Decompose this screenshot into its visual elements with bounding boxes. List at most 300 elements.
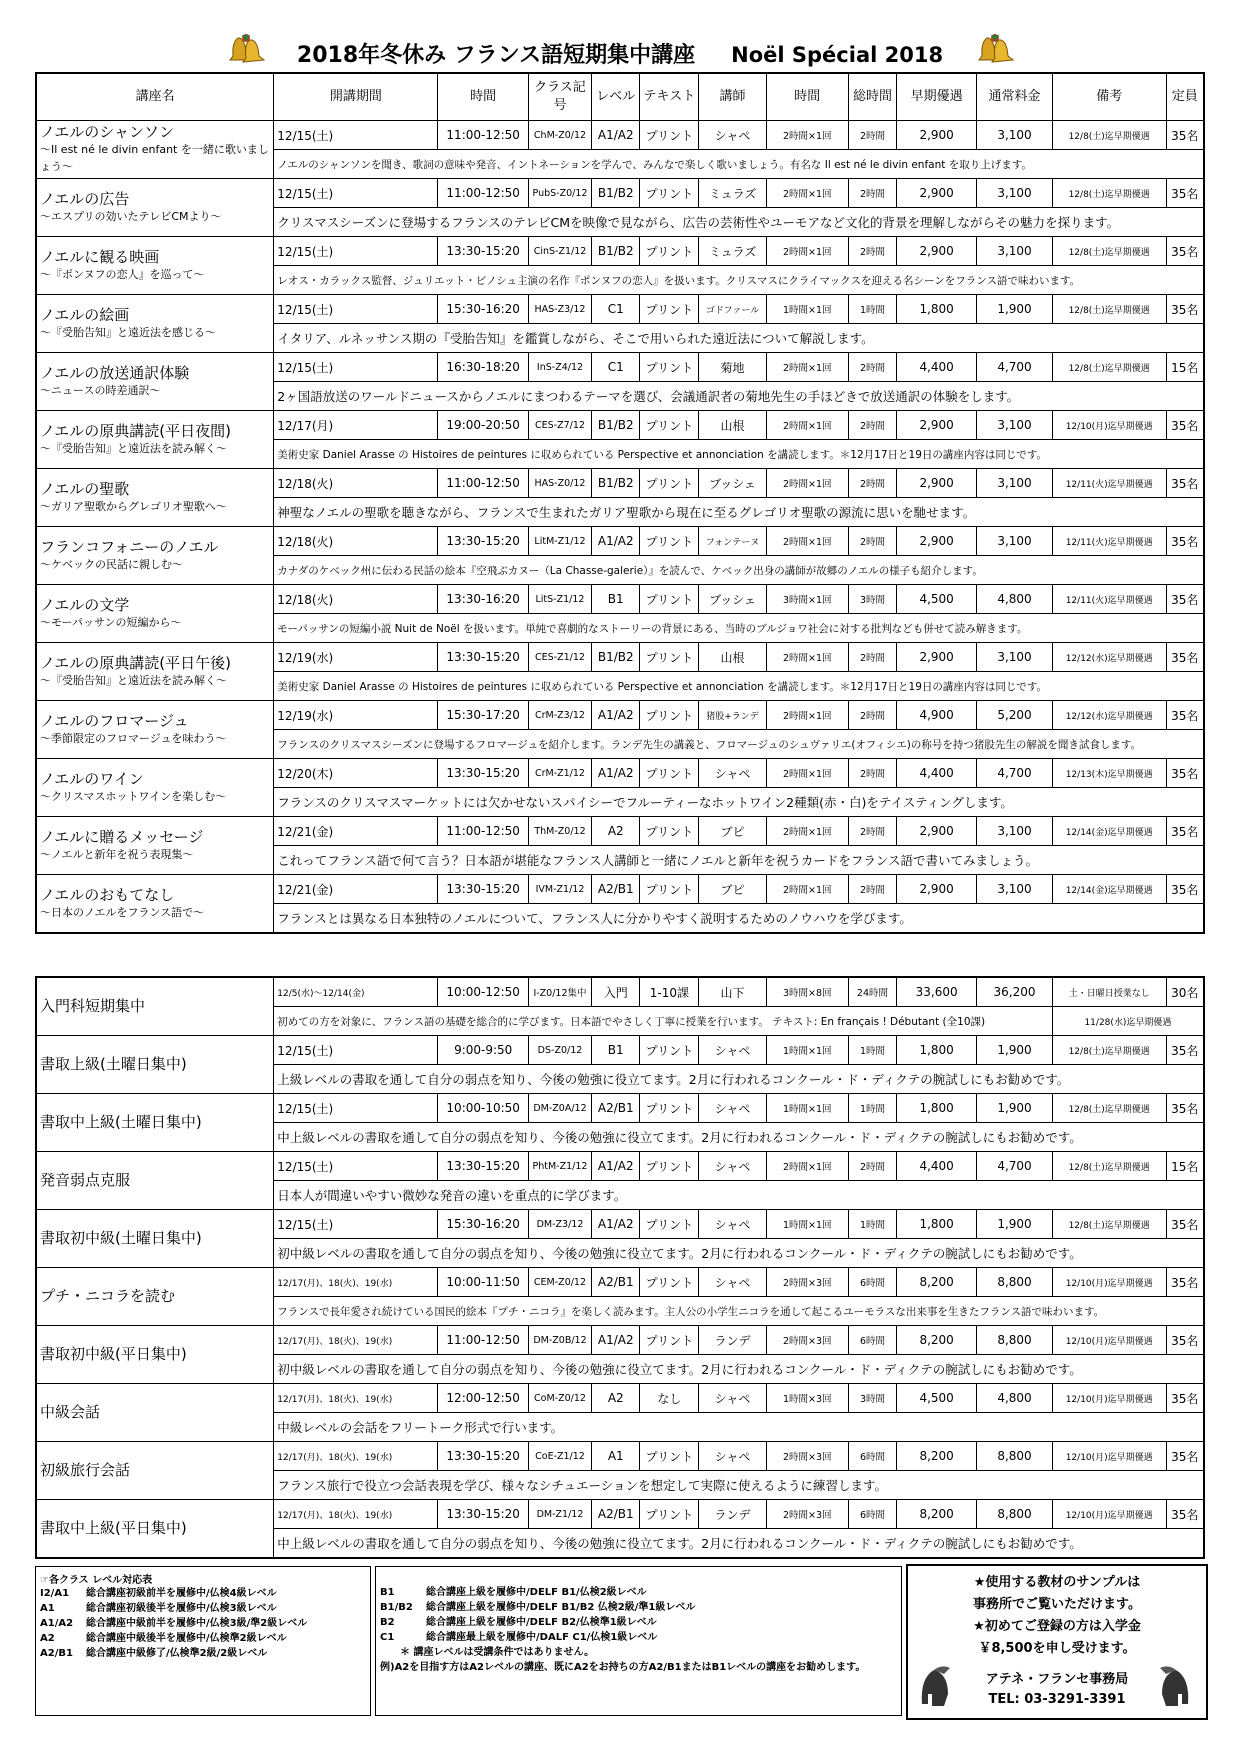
- course-date: 12/15(土): [274, 121, 438, 150]
- course-text: プリント: [640, 469, 699, 498]
- course-level: A2/B1: [592, 1268, 640, 1297]
- course-row: [36, 701, 1204, 730]
- course-row: [36, 1442, 1204, 1471]
- legend-description: 総合講座初級後半を履修中/仏検3級レベル: [86, 1603, 277, 1614]
- regular-price: 4,700: [977, 1152, 1053, 1181]
- class-code: HAS-Z0/12: [528, 469, 591, 498]
- course-description: ノエルのシャンソンを聞き、歌詞の意味や発音、イントネーションを学んで、みんなで楽しく歌いましょう。有名な Il est né le divin enfant を取り上げます。: [274, 150, 1204, 179]
- course-row: [36, 469, 1204, 498]
- course-name: ノエルの広告: [40, 189, 130, 208]
- course-description: 中上級レベルの書取を通して自分の弱点を知り、今後の勉強に役立てます。2月に行われるコンクール・ド・ディクテの腕試しにもお勧めです。: [274, 1529, 1204, 1559]
- course-hours: 2時間×1回: [766, 701, 848, 730]
- course-hours: 2時間×3回: [766, 1500, 848, 1529]
- course-name-cell: [36, 1326, 274, 1384]
- course-teacher: シャペ: [699, 1210, 766, 1239]
- legend-row: [40, 1631, 370, 1646]
- course-name: ノエルのワイン: [40, 769, 144, 788]
- course-text: プリント: [640, 643, 699, 672]
- early-price: 4,500: [897, 1384, 977, 1413]
- course-teacher: フォンテーヌ: [699, 527, 766, 556]
- course-total-hours: 2時間: [848, 1152, 896, 1181]
- course-level: A2: [592, 817, 640, 846]
- legend-description: 総合講座中級前半を履修中/仏検3級/準2級レベル: [86, 1618, 308, 1629]
- office-tel: TEL: 03-3291-3391: [988, 1692, 1126, 1707]
- early-deadline: 12/12(水)迄早期優遇: [1052, 701, 1166, 730]
- early-deadline: 12/10(月)迄早期優遇: [1052, 1442, 1166, 1471]
- course-level: 入門: [592, 977, 640, 1007]
- course-level: A2/B1: [592, 875, 640, 904]
- early-deadline: 11/28(水)迄早期優遇: [1052, 1007, 1204, 1036]
- course-level: B1: [592, 585, 640, 614]
- course-description: イタリア、ルネッサンス期の『受胎告知』を鑑賞しながら、そこで用いられた遠近法について解説します。: [274, 324, 1204, 353]
- legend-title: ☞各クラス レベル対応表: [40, 1575, 153, 1586]
- legend-row: [40, 1646, 370, 1661]
- class-code: IVM-Z1/12: [528, 875, 591, 904]
- course-name-cell: [36, 295, 274, 353]
- course-level: A1/A2: [592, 759, 640, 788]
- early-deadline: 12/10(月)迄早期優遇: [1052, 1326, 1166, 1355]
- course-level: B1/B2: [592, 179, 640, 208]
- course-subtitle: 〜モーパッサンの短編から〜: [40, 615, 182, 629]
- course-teacher: ゴドファール: [699, 295, 766, 324]
- class-code: HAS-Z3/12: [528, 295, 591, 324]
- course-hours: 2時間×3回: [766, 1442, 848, 1471]
- early-deadline: 12/10(月)迄早期優遇: [1052, 1384, 1166, 1413]
- course-hours: 1時間×1回: [766, 1094, 848, 1123]
- course-description: 中上級レベルの書取を通して自分の弱点を知り、今後の勉強に役立てます。2月に行われるコンクール・ド・ディクテの腕試しにもお勧めです。: [274, 1123, 1204, 1152]
- course-date: 12/15(土): [274, 1094, 438, 1123]
- course-text: プリント: [640, 237, 699, 266]
- course-name-cell: [36, 1210, 274, 1268]
- early-price: 8,200: [897, 1442, 977, 1471]
- course-row: [36, 1094, 1204, 1123]
- course-total-hours: 6時間: [848, 1326, 896, 1355]
- course-row: [36, 1152, 1204, 1181]
- course-teacher: シャペ: [699, 759, 766, 788]
- course-text: プリント: [640, 295, 699, 324]
- capacity: 15名: [1166, 1152, 1204, 1181]
- capacity: 35名: [1166, 237, 1204, 266]
- course-description: 中級レベルの会話をフリートーク形式で行います。: [274, 1413, 1204, 1442]
- regular-price: 1,900: [977, 1036, 1053, 1065]
- early-price: 2,900: [897, 121, 977, 150]
- course-hours: 1時間×1回: [766, 1036, 848, 1065]
- course-hours: 2時間×3回: [766, 1268, 848, 1297]
- course-description: 美術史家 Daniel Arasse の Histoires de peintures に収められている Perspective et annonciation を講読します。＊12月17日と19日の講座内容は同じです。: [274, 672, 1204, 701]
- course-hours: 2時間×1回: [766, 875, 848, 904]
- course-time: 19:00-20:50: [438, 411, 528, 440]
- legend-description: 総合講座上級を履修中/DELF B1/仏検2級レベル: [426, 1587, 647, 1598]
- course-teacher: 山根: [699, 411, 766, 440]
- course-level: A2/B1: [592, 1500, 640, 1529]
- regular-price: 5,200: [977, 701, 1053, 730]
- course-subtitle: 〜『受胎告知』と遠近法を読み解く〜: [40, 673, 227, 687]
- course-total-hours: 1時間: [848, 1036, 896, 1065]
- course-time: 13:30-15:20: [438, 237, 528, 266]
- course-teacher: ミュラズ: [699, 237, 766, 266]
- column-header: テキスト: [640, 73, 699, 121]
- course-text: プリント: [640, 585, 699, 614]
- capacity: 15名: [1166, 353, 1204, 382]
- legend-level: I2/A1: [40, 1588, 70, 1599]
- course-name-cell: [36, 1384, 274, 1442]
- course-hours: 2時間×1回: [766, 527, 848, 556]
- course-teacher: 猪股+ランデ: [699, 701, 766, 730]
- legend-description: 総合講座上級を履修中/DELF B1/B2 仏検2級/準1級レベル: [426, 1602, 696, 1613]
- course-name-cell: [36, 527, 274, 585]
- course-date: 12/18(火): [274, 527, 438, 556]
- course-name-cell: [36, 1268, 274, 1326]
- regular-price: 1,900: [977, 1094, 1053, 1123]
- class-code: InS-Z4/12: [528, 353, 591, 382]
- legend-row: [380, 1600, 901, 1615]
- course-text: プリント: [640, 179, 699, 208]
- course-name: 書取中上級(土曜日集中): [40, 1113, 202, 1131]
- course-time: 13:30-15:20: [438, 527, 528, 556]
- course-hours: 1時間×3回: [766, 1384, 848, 1413]
- capacity: 35名: [1166, 527, 1204, 556]
- course-total-hours: 2時間: [848, 469, 896, 498]
- course-text: プリント: [640, 701, 699, 730]
- course-total-hours: 3時間: [848, 585, 896, 614]
- capacity: 30名: [1166, 977, 1204, 1007]
- level-legend-right: [375, 1566, 902, 1716]
- title-french: Noël Spécial 2018: [731, 43, 944, 67]
- course-name: 書取初中級(平日集中): [40, 1345, 187, 1363]
- course-date: 12/19(水): [274, 643, 438, 672]
- legend-row: [40, 1586, 370, 1601]
- column-header: 備考: [1052, 73, 1166, 121]
- course-date: 12/15(土): [274, 1210, 438, 1239]
- regular-price: 3,100: [977, 643, 1053, 672]
- course-name-cell: [36, 1094, 274, 1152]
- course-description: モーパッサンの短編小説 Nuit de Noël を扱います。単純で喜劇的なストーリーの背景にある、当時のブルジョワ社会に対する批判なども併せて読み解きます。: [274, 614, 1204, 643]
- course-row: [36, 977, 1204, 1007]
- course-date: 12/17(月)、18(火)、19(水): [274, 1326, 438, 1355]
- course-description: クリスマスシーズンに登場するフランスのテレビCMを映像で見ながら、広告の芸術性やユーモアなど文化的背景を理解しながらその魅力を探ります。: [274, 208, 1204, 237]
- course-text: プリント: [640, 527, 699, 556]
- course-total-hours: 2時間: [848, 875, 896, 904]
- early-price: 4,900: [897, 701, 977, 730]
- class-code: CrM-Z1/12: [528, 759, 591, 788]
- level-legend-left: [35, 1566, 371, 1716]
- course-time: 11:00-12:50: [438, 121, 528, 150]
- course-name: 初級旅行会話: [40, 1461, 131, 1479]
- course-level: A1/A2: [592, 1152, 640, 1181]
- course-name-cell: [36, 643, 274, 701]
- course-name: ノエルの文学: [40, 595, 130, 614]
- course-time: 15:30-16:20: [438, 295, 528, 324]
- course-total-hours: 3時間: [848, 1384, 896, 1413]
- capacity: 35名: [1166, 585, 1204, 614]
- early-deadline: 12/8(土)迄早期優遇: [1052, 237, 1166, 266]
- course-name-cell: [36, 1442, 274, 1500]
- course-subtitle: 〜季節限定のフロマージュを味わう〜: [40, 731, 227, 745]
- course-text: プリント: [640, 1152, 699, 1181]
- capacity: 35名: [1166, 1326, 1204, 1355]
- course-text: プリント: [640, 817, 699, 846]
- course-teacher: ブッシェ: [699, 469, 766, 498]
- course-description: フランスのクリスマスマーケットには欠かせないスパイシーでフルーティーなホットワイン2種類(赤・白)をテイスティングします。: [274, 788, 1204, 817]
- column-header: 開講期間: [274, 73, 438, 121]
- course-total-hours: 2時間: [848, 353, 896, 382]
- early-price: 2,900: [897, 237, 977, 266]
- course-time: 15:30-16:20: [438, 1210, 528, 1239]
- column-header: 講師: [699, 73, 766, 121]
- course-date: 12/18(火): [274, 469, 438, 498]
- course-description: フランスで長年愛され続けている国民的絵本『プチ・ニコラ』を楽しく読みます。主人公の小学生ニコラを通して起こるユーモラスな出来事を生きたフランス語で味わいます。: [274, 1297, 1204, 1326]
- course-row: [36, 1036, 1204, 1065]
- course-level: A1: [592, 1442, 640, 1471]
- course-row: [36, 1210, 1204, 1239]
- column-header: 定員: [1166, 73, 1204, 121]
- capacity: 35名: [1166, 295, 1204, 324]
- legend-level: B1: [380, 1587, 395, 1598]
- course-subtitle: 〜『ポンヌフの恋人』を巡って〜: [40, 267, 205, 281]
- course-row: [36, 817, 1204, 846]
- class-code: ChM-Z0/12: [528, 121, 591, 150]
- course-level: B1/B2: [592, 237, 640, 266]
- course-text: プリント: [640, 1326, 699, 1355]
- class-code: CES-Z7/12: [528, 411, 591, 440]
- course-name-cell: [36, 817, 274, 875]
- course-name: 書取中上級(平日集中): [40, 1519, 187, 1537]
- class-code: I-Z0/12集中: [528, 977, 591, 1007]
- course-hours: 2時間×1回: [766, 643, 848, 672]
- course-time: 13:30-15:20: [438, 875, 528, 904]
- office-name: アテネ・フランセ事務局: [985, 1672, 1129, 1687]
- course-name: ノエルに観る映画: [40, 247, 160, 266]
- capacity: 35名: [1166, 1094, 1204, 1123]
- course-date: 12/17(月)、18(火)、19(水): [274, 1268, 438, 1297]
- course-hours: 2時間×1回: [766, 179, 848, 208]
- course-row: [36, 237, 1204, 266]
- course-teacher: ランデ: [699, 1326, 766, 1355]
- course-date: 12/17(月)、18(火)、19(水): [274, 1384, 438, 1413]
- regular-course-table: [35, 976, 1205, 1559]
- course-name: プチ・ニコラを読む: [40, 1287, 176, 1305]
- legend-row: [380, 1585, 901, 1600]
- course-time: 15:30-17:20: [438, 701, 528, 730]
- course-row: [36, 353, 1204, 382]
- course-time: 10:00-10:50: [438, 1094, 528, 1123]
- course-text: プリント: [640, 1094, 699, 1123]
- legend-level: C1: [380, 1632, 395, 1643]
- early-price: 8,200: [897, 1500, 977, 1529]
- helmet-logo-icon: [1156, 1664, 1196, 1710]
- capacity: 35名: [1166, 817, 1204, 846]
- course-level: A1/A2: [592, 1210, 640, 1239]
- course-total-hours: 2時間: [848, 527, 896, 556]
- class-code: CinS-Z1/12: [528, 237, 591, 266]
- table-header-row: [36, 73, 1204, 121]
- course-date: 12/17(月)、18(火)、19(水): [274, 1442, 438, 1471]
- course-subtitle: 〜ノエルと新年を祝う表現集〜: [40, 847, 194, 861]
- legend-description: 総合講座中級修了/仏検準2級/2級レベル: [86, 1648, 268, 1659]
- regular-price: 1,900: [977, 295, 1053, 324]
- capacity: 35名: [1166, 759, 1204, 788]
- course-teacher: シャペ: [699, 1442, 766, 1471]
- course-time: 11:00-12:50: [438, 469, 528, 498]
- course-name: ノエルの放送通訳体験: [40, 363, 190, 382]
- column-header: 早期優遇: [897, 73, 977, 121]
- course-time: 11:00-12:50: [438, 1326, 528, 1355]
- early-price: 1,800: [897, 295, 977, 324]
- course-time: 10:00-12:50: [438, 977, 528, 1007]
- course-time: 13:30-15:20: [438, 1442, 528, 1471]
- capacity: 35名: [1166, 121, 1204, 150]
- course-text: プリント: [640, 1036, 699, 1065]
- course-text: プリント: [640, 875, 699, 904]
- title-japanese: 2018年冬休み フランス語短期集中講座: [296, 43, 696, 68]
- course-level: A1/A2: [592, 1326, 640, 1355]
- course-hours: 2時間×1回: [766, 469, 848, 498]
- course-description: 美術史家 Daniel Arasse の Histoires de peintures に収められている Perspective et annonciation を講読します。＊12月17日と19日の講座内容は同じです。: [274, 440, 1204, 469]
- capacity: 35名: [1166, 1268, 1204, 1297]
- early-deadline: 12/11(火)迄早期優遇: [1052, 469, 1166, 498]
- legend-level: A1/A2: [40, 1618, 74, 1629]
- class-code: CrM-Z3/12: [528, 701, 591, 730]
- course-text: プリント: [640, 759, 699, 788]
- course-name-cell: [36, 353, 274, 411]
- course-description: これってフランス語で何て言う？日本語が堪能なフランス人講師と一緒にノエルと新年を祝うカードをフランス語で書いてみましょう。: [274, 846, 1204, 875]
- course-teacher: 山下: [699, 977, 766, 1007]
- class-code: DM-Z3/12: [528, 1210, 591, 1239]
- course-name: ノエルの絵画: [40, 305, 130, 324]
- course-hours: 2時間×3回: [766, 1326, 848, 1355]
- course-date: 12/17(月)、18(火)、19(水): [274, 1500, 438, 1529]
- course-time: 9:00-9:50: [438, 1036, 528, 1065]
- course-name: 中級会話: [40, 1403, 101, 1421]
- regular-price: 8,800: [977, 1326, 1053, 1355]
- course-time: 13:30-15:20: [438, 643, 528, 672]
- early-price: 1,800: [897, 1210, 977, 1239]
- course-teacher: ブピ: [699, 817, 766, 846]
- regular-price: 3,100: [977, 121, 1053, 150]
- legend-description: 総合講座中級後半を履修中/仏検準2級レベル: [86, 1633, 287, 1644]
- legend-description: 総合講座最上級を履修中/DALF C1/仏検1級レベル: [426, 1632, 658, 1643]
- course-row: [36, 1326, 1204, 1355]
- course-date: 12/18(火): [274, 585, 438, 614]
- early-deadline: 土・日曜日授業なし: [1052, 977, 1166, 1007]
- course-name-cell: [36, 179, 274, 237]
- course-name: ノエルのフロマージュ: [40, 711, 189, 730]
- capacity: 35名: [1166, 643, 1204, 672]
- course-row: [36, 643, 1204, 672]
- course-total-hours: 2時間: [848, 759, 896, 788]
- regular-price: 4,800: [977, 1384, 1053, 1413]
- course-text: プリント: [640, 1500, 699, 1529]
- course-total-hours: 1時間: [848, 295, 896, 324]
- notice-line: ￥8,500を申し受けます。: [978, 1641, 1136, 1656]
- course-teacher: シャペ: [699, 1094, 766, 1123]
- course-description: カナダのケベック州に伝わる民話の絵本『空飛ぶカヌー（La Chasse-galerie）』を読んで、ケベック出身の講師が故郷のノエルの様子も紹介します。: [274, 556, 1204, 585]
- early-price: 2,900: [897, 875, 977, 904]
- course-total-hours: 2時間: [848, 701, 896, 730]
- course-name: 書取上級(土曜日集中): [40, 1055, 187, 1073]
- class-code: LitS-Z1/12: [528, 585, 591, 614]
- course-total-hours: 6時間: [848, 1268, 896, 1297]
- class-code: PubS-Z0/12: [528, 179, 591, 208]
- notice-line: 事務所でご覧いただけます。: [973, 1597, 1141, 1612]
- course-name-cell: [36, 411, 274, 469]
- legend-level: B2: [380, 1617, 395, 1628]
- column-header: 講座名: [36, 73, 274, 121]
- course-name: ノエルの聖歌: [40, 479, 130, 498]
- class-code: CES-Z1/12: [528, 643, 591, 672]
- early-price: 4,400: [897, 759, 977, 788]
- class-code: ThM-Z0/12: [528, 817, 591, 846]
- course-name: 書取初中級(土曜日集中): [40, 1229, 202, 1247]
- early-price: 2,900: [897, 179, 977, 208]
- course-hours: 2時間×1回: [766, 353, 848, 382]
- course-subtitle: 〜ニュースの時差通訳〜: [40, 383, 161, 397]
- course-total-hours: 2時間: [848, 817, 896, 846]
- course-name: ノエルのおもてなし: [40, 885, 175, 904]
- capacity: 35名: [1166, 1500, 1204, 1529]
- course-date: 12/20(木): [274, 759, 438, 788]
- course-time: 13:30-15:20: [438, 1500, 528, 1529]
- course-hours: 1時間×1回: [766, 1210, 848, 1239]
- course-name: ノエルの原典講読(平日夜間): [40, 421, 231, 440]
- early-deadline: 12/11(火)迄早期優遇: [1052, 585, 1166, 614]
- course-teacher: 菊地: [699, 353, 766, 382]
- early-price: 8,200: [897, 1326, 977, 1355]
- course-teacher: シャペ: [699, 1268, 766, 1297]
- course-name-cell: [36, 237, 274, 295]
- course-total-hours: 2時間: [848, 121, 896, 150]
- capacity: 35名: [1166, 1442, 1204, 1471]
- course-text: プリント: [640, 1210, 699, 1239]
- class-code: DM-Z0A/12: [528, 1094, 591, 1123]
- course-level: A1/A2: [592, 527, 640, 556]
- early-deadline: 12/10(月)迄早期優遇: [1052, 1500, 1166, 1529]
- course-description: 神聖なノエルの聖歌を聴きながら、フランスで生まれたガリア聖歌から現在に至るグレゴリオ聖歌の源流に思いを馳せます。: [274, 498, 1204, 527]
- course-row: [36, 1268, 1204, 1297]
- early-deadline: 12/8(土)迄早期優遇: [1052, 353, 1166, 382]
- notice-box: [906, 1564, 1208, 1720]
- legend-note: ＊ 講座レベルは受講条件ではありません。: [400, 1647, 595, 1658]
- early-deadline: 12/8(土)迄早期優遇: [1052, 1152, 1166, 1181]
- christmas-bells-icon: [977, 30, 1019, 72]
- course-hours: 3時間×8回: [766, 977, 848, 1007]
- course-level: C1: [592, 295, 640, 324]
- course-total-hours: 2時間: [848, 643, 896, 672]
- legend-description: 総合講座上級を履修中/DELF B2/仏検準1級レベル: [426, 1617, 657, 1628]
- course-row: [36, 585, 1204, 614]
- course-subtitle: 〜『受胎告知』と遠近法を読み解く〜: [40, 441, 227, 455]
- regular-price: 3,100: [977, 469, 1053, 498]
- capacity: 35名: [1166, 1384, 1204, 1413]
- course-description: フランス旅行で役立つ会話表現を学び、様々なシチュエーションを想定して実際に使えるように練習します。: [274, 1471, 1204, 1500]
- course-name-cell: [36, 701, 274, 759]
- course-text: プリント: [640, 1268, 699, 1297]
- course-teacher: シャペ: [699, 1384, 766, 1413]
- course-teacher: シャペ: [699, 1036, 766, 1065]
- capacity: 35名: [1166, 875, 1204, 904]
- helmet-logo-icon: [914, 1664, 954, 1710]
- class-code: CoE-Z1/12: [528, 1442, 591, 1471]
- early-deadline: 12/10(月)迄早期優遇: [1052, 1268, 1166, 1297]
- course-name: 入門科短期集中: [40, 997, 146, 1015]
- course-name-cell: [36, 1500, 274, 1559]
- course-name: ノエルの原典講読(平日午後): [40, 653, 231, 672]
- regular-price: 8,800: [977, 1442, 1053, 1471]
- course-description: 初めての方を対象に、フランス語の基礎を総合的に学びます。日本語でやさしく丁寧に授業を行います。 テキスト: En français ! Débutant (全10課): [274, 1007, 1053, 1036]
- regular-price: 1,900: [977, 1210, 1053, 1239]
- course-row: [36, 1384, 1204, 1413]
- course-subtitle: 〜日本のノエルをフランス語で〜: [40, 905, 205, 919]
